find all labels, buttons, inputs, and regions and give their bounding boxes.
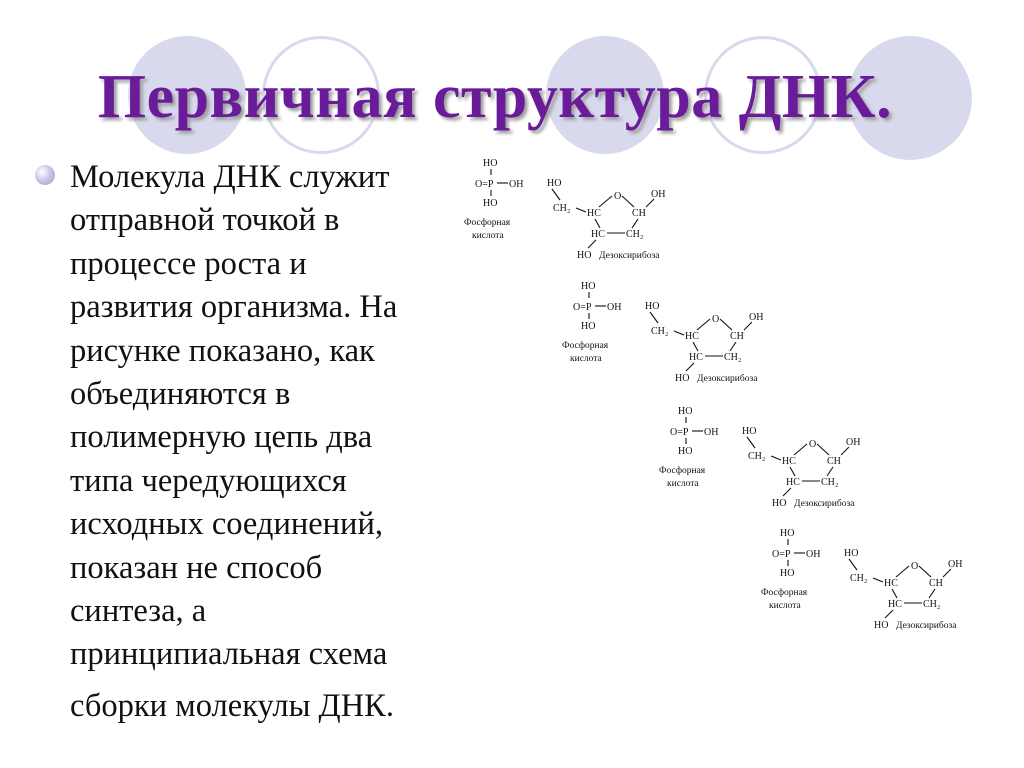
- dr-bond-ch2-hc: [771, 456, 781, 460]
- body-line: принципиальная схема: [70, 636, 388, 673]
- body-line: Молекула ДНК служит: [70, 159, 390, 195]
- ring-bond-ch-oh: [744, 322, 752, 330]
- deoxyribose-caption: Дезоксирибоза: [697, 374, 758, 384]
- body-line: исходных соединений,: [70, 506, 383, 543]
- deoxyribose-oh: OH: [749, 312, 764, 323]
- dr-bond-ch2-hc: [576, 208, 586, 212]
- deoxyribose-hc: HC: [685, 331, 699, 342]
- ring-bond-o-ch: [720, 319, 732, 330]
- body-line: отправной точкой в: [70, 202, 340, 239]
- dr-bond-ho: [747, 437, 755, 448]
- phosphoric-oh: OH: [806, 549, 821, 560]
- phosphoric-ho-top: HO: [780, 528, 795, 539]
- deoxyribose-ho-bottom: HO: [772, 498, 787, 509]
- deoxyribose-ring-o: O: [911, 561, 919, 572]
- bullet-icon: [35, 165, 55, 185]
- deoxyribose-ho-top: HO: [645, 301, 660, 312]
- deoxyribose-ch: CH: [632, 208, 646, 219]
- deoxyribose-oh: OH: [948, 559, 963, 570]
- deoxyribose-ring-o: O: [809, 439, 817, 450]
- phosphoric-ho-top: HO: [581, 281, 596, 292]
- deoxyribose-ch: CH: [929, 578, 943, 589]
- ring-bond-hc-hc: [892, 589, 897, 598]
- deoxyribose-ho-bottom: HO: [874, 620, 889, 631]
- phosphoric-ho-top: HO: [678, 406, 693, 417]
- ring-bond-ch-ch2: [730, 342, 736, 351]
- body-line: сборки молекулы ДНК.: [70, 687, 394, 724]
- deoxyribose-ch2-bottom: CH₂: [821, 477, 839, 488]
- body-line: синтеза, а: [70, 593, 207, 630]
- ring-bond-ch-ch2: [632, 219, 638, 228]
- phosphoric-caption: кислота: [769, 601, 801, 611]
- ring-bond-hc-ho: [686, 363, 694, 371]
- deoxyribose-ch2: CH₂: [850, 573, 868, 584]
- ring-bond-hc-o: [794, 444, 807, 455]
- body-line: процессе роста и: [70, 245, 307, 282]
- dr-bond-ho: [552, 189, 560, 200]
- phosphoric-oh: OH: [509, 179, 524, 190]
- ring-bond-ch-oh: [646, 199, 654, 207]
- deoxyribose-hc-bottom: HC: [786, 477, 800, 488]
- phosphoric-caption: Фосфорная: [464, 218, 511, 228]
- ring-bond-hc-hc: [790, 467, 795, 476]
- phosphoric-ho-bottom: HO: [483, 198, 498, 209]
- body-line: развития организма. На: [70, 289, 398, 326]
- phosphoric-o-p: O=P: [772, 549, 791, 560]
- ring-bond-o-ch: [622, 196, 634, 207]
- dr-bond-ch2-hc: [674, 331, 684, 335]
- nucleotide-unit: [562, 281, 763, 384]
- phosphoric-caption: кислота: [472, 231, 504, 241]
- phosphoric-ho-bottom: HO: [581, 321, 596, 332]
- deoxyribose-caption: Дезоксирибоза: [896, 621, 957, 631]
- deoxyribose-ch2: CH₂: [748, 451, 766, 462]
- phosphoric-oh: OH: [607, 302, 622, 313]
- ring-bond-hc-hc: [595, 219, 600, 228]
- ring-bond-hc-ho: [885, 610, 893, 618]
- body-line: типа чередующихся: [70, 462, 347, 499]
- deoxyribose-hc: HC: [884, 578, 898, 589]
- deoxyribose-oh: OH: [651, 189, 666, 200]
- dr-bond-ho: [849, 559, 857, 570]
- nucleotide-unit: [659, 406, 860, 509]
- nucleotide-unit: [761, 528, 962, 631]
- ring-bond-hc-hc: [693, 342, 698, 351]
- deoxyribose-ho-top: HO: [844, 548, 859, 559]
- deoxyribose-ho-top: HO: [742, 426, 757, 437]
- phosphoric-caption: Фосфорная: [761, 588, 808, 598]
- phosphoric-oh: OH: [704, 427, 719, 438]
- deoxyribose-ring-o: O: [712, 314, 720, 325]
- deoxyribose-hc-bottom: HC: [689, 352, 703, 363]
- deoxyribose-ch: CH: [730, 331, 744, 342]
- ring-bond-ch-oh: [943, 569, 951, 577]
- phosphoric-o-p: O=P: [573, 302, 592, 313]
- phosphoric-ho-top: HO: [483, 158, 498, 169]
- slide-title: Первичная структура ДНК.: [97, 63, 893, 131]
- deoxyribose-ch2-bottom: CH₂: [724, 352, 742, 363]
- ring-bond-hc-o: [896, 566, 909, 577]
- phosphoric-ho-bottom: HO: [678, 446, 693, 457]
- body-line: показан не способ: [70, 549, 323, 586]
- deoxyribose-ch2-bottom: CH₂: [923, 599, 941, 610]
- phosphoric-caption: кислота: [667, 479, 699, 489]
- body-paragraph: [70, 156, 490, 728]
- body-line: полимерную цепь два: [70, 419, 373, 456]
- body-line: рисунке показано, как: [70, 332, 375, 369]
- phosphoric-o-p: O=P: [475, 179, 494, 190]
- deoxyribose-caption: Дезоксирибоза: [794, 499, 855, 509]
- dr-bond-ch2-hc: [873, 578, 883, 582]
- phosphoric-caption: Фосфорная: [562, 341, 609, 351]
- ring-bond-hc-o: [599, 196, 612, 207]
- ring-bond-hc-o: [697, 319, 710, 330]
- phosphoric-ho-bottom: HO: [780, 568, 795, 579]
- deoxyribose-caption: Дезоксирибоза: [599, 251, 660, 261]
- dr-bond-ho: [650, 312, 658, 323]
- deoxyribose-oh: OH: [846, 437, 861, 448]
- phosphoric-caption: Фосфорная: [659, 466, 706, 476]
- deoxyribose-hc: HC: [587, 208, 601, 219]
- deoxyribose-hc: HC: [782, 456, 796, 467]
- ring-bond-o-ch: [919, 566, 931, 577]
- body-line: объединяются в: [70, 376, 291, 413]
- deoxyribose-ho-bottom: HO: [675, 373, 690, 384]
- nucleotide-unit: [464, 158, 665, 261]
- ring-bond-hc-ho: [588, 240, 596, 248]
- deoxyribose-hc-bottom: HC: [888, 599, 902, 610]
- ring-bond-hc-ho: [783, 488, 791, 496]
- deoxyribose-ch2: CH₂: [651, 326, 669, 337]
- phosphoric-o-p: O=P: [670, 427, 689, 438]
- deoxyribose-hc-bottom: HC: [591, 229, 605, 240]
- phosphoric-caption: кислота: [570, 354, 602, 364]
- deoxyribose-ch2: CH₂: [553, 203, 571, 214]
- ring-bond-ch-ch2: [929, 589, 935, 598]
- deoxyribose-ch2-bottom: CH₂: [626, 229, 644, 240]
- dna-assembly-diagram: [450, 140, 1010, 660]
- ring-bond-o-ch: [817, 444, 829, 455]
- ring-bond-ch-ch2: [827, 467, 833, 476]
- deoxyribose-ho-bottom: HO: [577, 250, 592, 261]
- deoxyribose-ring-o: O: [614, 191, 622, 202]
- deoxyribose-ch: CH: [827, 456, 841, 467]
- deoxyribose-ho-top: HO: [547, 178, 562, 189]
- ring-bond-ch-oh: [841, 447, 849, 455]
